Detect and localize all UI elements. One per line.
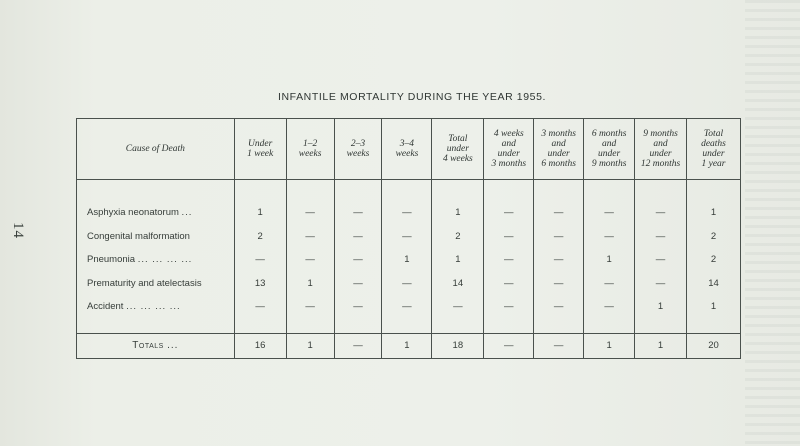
cause-cell [77,225,235,249]
header-line: 3 months [541,129,576,139]
leader-dots: ... ... ... ... [126,301,181,313]
cause-cell [77,248,235,272]
header-line: 4 weeks [442,154,473,164]
cause-cell [77,272,235,296]
header-line: 1 week [247,149,274,159]
header-line: under [547,149,570,159]
header-row [77,119,741,180]
header-line: 1 year [701,159,726,169]
value-cell: 1 [432,201,484,225]
infantile-mortality-table [76,118,741,359]
value-cell: — [334,295,382,319]
total-cell: 1 [635,333,687,358]
header-line: weeks [298,149,322,159]
value-cell: 1 [234,201,286,225]
value-cell: 2 [432,225,484,249]
value-cell: — [286,295,334,319]
total-cell: 1 [382,333,432,358]
value-cell: — [635,201,687,225]
total-cell: — [534,333,584,358]
value-cell: — [635,272,687,296]
value-cell: — [635,248,687,272]
header-cause-of-death [77,119,235,180]
value-cell: 1 [432,248,484,272]
value-cell: — [382,272,432,296]
value-cell: — [534,248,584,272]
header-line: Under [248,139,273,149]
header-line: weeks [395,149,419,159]
header-4-weeks-to-3-months [484,119,534,180]
cause-label: Prematurity and atelectasis [87,277,202,289]
leader-dots: ... [181,207,193,219]
value-cell: 1 [382,248,432,272]
value-cell: — [382,201,432,225]
total-cell: 1 [286,333,334,358]
header-line: under [497,149,520,159]
value-cell: 1 [710,301,717,313]
header-3-to-6-months [534,119,584,180]
header-line: and [653,139,668,149]
value-cell: — [584,295,635,319]
value-cell: — [334,272,382,296]
value-cell: — [584,272,635,296]
header-line: under [649,149,672,159]
value-cell: 2 [234,225,286,249]
facing-page-bleed [745,0,800,446]
header-line: 9 months [591,159,627,169]
value-cell: — [484,248,534,272]
spacer-row [77,319,741,334]
value-cell: — [234,248,286,272]
total-cell: 1 [584,333,635,358]
table-row [77,248,741,272]
header-2-3-weeks [334,119,382,180]
value-cell: — [534,295,584,319]
value-cell: — [484,201,534,225]
value-cell: — [234,295,286,319]
header-1-2-weeks [286,119,334,180]
header-3-4-weeks [382,119,432,180]
value-cell: — [584,201,635,225]
leader-dots: ... [167,340,179,351]
header-line: 6 months [591,129,627,139]
header-line: 12 months [640,159,681,169]
cause-cell [77,295,235,319]
total-cell: 20 [686,333,740,358]
header-line: 4 weeks [493,129,524,139]
total-cell: 18 [432,333,484,358]
value-cell: — [432,295,484,319]
value-cell: — [584,225,635,249]
totals-label-cell [77,333,235,358]
header-line: under [446,144,469,154]
value-cell: 1 [710,207,717,219]
header-line: under [598,149,621,159]
value-cell: — [286,225,334,249]
table-row [77,201,741,225]
value-cell: 1 [286,272,334,296]
header-line: 6 months [541,159,576,169]
value-cell: — [382,295,432,319]
header-line: and [551,139,566,149]
value-cell: — [286,201,334,225]
title-text: INFANTILE MORTALITY DURING THE YEAR 1955. [277,91,547,103]
value-cell: — [484,272,534,296]
value-cell: — [334,225,382,249]
page-number: 14 [10,222,26,239]
value-cell: 1 [584,248,635,272]
header-line: 3 months [491,159,527,169]
value-cell: 2 [710,230,717,242]
table-row [77,225,741,249]
header-line: deaths [701,139,726,149]
value-cell: — [382,225,432,249]
value-cell: 14 [432,272,484,296]
header-line: and [501,139,516,149]
totals-row [77,333,741,358]
header-line: 9 months [643,129,678,139]
value-cell: 2 [710,254,717,266]
value-cell: — [484,295,534,319]
value-cell: 13 [234,272,286,296]
value-cell: — [534,225,584,249]
value-cell: — [534,272,584,296]
header-line: 3–4 [399,139,415,149]
header-line: under [702,149,725,159]
table-row [77,295,741,319]
total-cell: — [334,333,382,358]
value-cell: — [334,248,382,272]
totals-label: Totals [132,340,164,351]
header-under-1-week [234,119,286,180]
cause-cell [77,201,235,225]
cause-label: Accident [87,301,124,313]
value-cell: — [484,225,534,249]
header-line: Total [703,129,724,139]
header-line: 2–3 [350,139,366,149]
table-row [77,272,741,296]
value-cell: — [286,248,334,272]
value-cell: — [635,225,687,249]
header-9-to-12-months [635,119,687,180]
header-line: 1–2 [302,139,318,149]
cause-label: Asphyxia neonatorum [87,207,179,219]
cause-label: Pneumonia [87,254,136,266]
header-line: and [601,139,617,149]
leader-dots: ... ... ... ... [137,254,193,266]
value-cell: — [534,201,584,225]
header-6-to-9-months [584,119,635,180]
total-cell: 16 [234,333,286,358]
table-title [0,91,800,103]
header-line: weeks [346,149,370,159]
header-total-under-4-weeks [432,119,484,180]
value-cell: 1 [635,295,687,319]
header-total-deaths-under-1-year [686,119,740,180]
cause-label: Congenital malformation [87,230,190,242]
value-cell: — [334,201,382,225]
spacer-row [77,180,741,202]
header-line: Total [448,134,468,144]
header-line: Cause of Death [125,144,185,154]
value-cell: 14 [708,277,719,289]
total-cell: — [484,333,534,358]
